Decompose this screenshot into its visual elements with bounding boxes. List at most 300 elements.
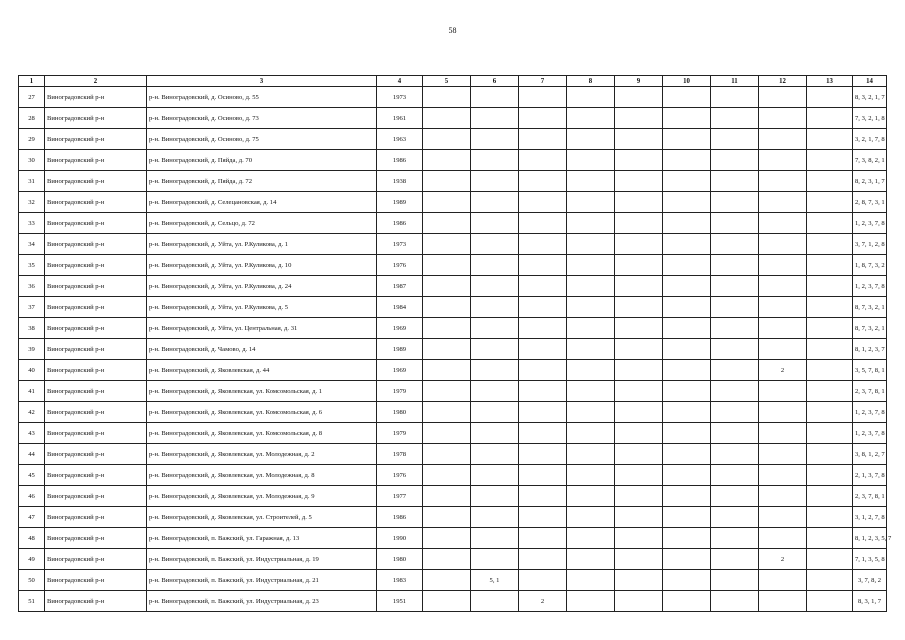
col6-cell: 5, 1 — [471, 570, 519, 591]
col6-cell — [471, 486, 519, 507]
row-number-cell: 44 — [19, 444, 45, 465]
col8-cell — [567, 528, 615, 549]
year-cell: 1990 — [377, 528, 423, 549]
year-cell: 1961 — [377, 108, 423, 129]
col9-cell — [615, 570, 663, 591]
col7-cell: 2 — [519, 591, 567, 612]
district-cell: Виноградовский р-н — [45, 339, 147, 360]
col11-cell — [711, 192, 759, 213]
col5-cell — [423, 171, 471, 192]
col11-cell — [711, 213, 759, 234]
col7-cell — [519, 570, 567, 591]
row-number-cell: 47 — [19, 507, 45, 528]
table-row — [19, 549, 887, 570]
col8-cell — [567, 591, 615, 612]
header-row — [19, 76, 887, 87]
table-row — [19, 591, 887, 612]
row-number-cell: 51 — [19, 591, 45, 612]
col12-cell — [759, 255, 807, 276]
year-cell: 1976 — [377, 465, 423, 486]
col6-cell — [471, 381, 519, 402]
col5-cell — [423, 549, 471, 570]
col14-cell: 7, 3, 2, 1, 8 — [853, 108, 887, 129]
row-number-cell: 46 — [19, 486, 45, 507]
col10-cell — [663, 486, 711, 507]
table-row — [19, 108, 887, 129]
col10-cell — [663, 213, 711, 234]
district-cell: Виноградовский р-н — [45, 234, 147, 255]
col13-cell — [807, 339, 853, 360]
col11-cell — [711, 360, 759, 381]
col13-cell — [807, 486, 853, 507]
district-cell: Виноградовский р-н — [45, 129, 147, 150]
col9-cell — [615, 381, 663, 402]
col10-cell — [663, 255, 711, 276]
address-cell: р-н. Виноградовский, д. Уйта, ул. Р.Куликова, д. 10 — [147, 255, 377, 276]
col6-cell — [471, 360, 519, 381]
col7-cell — [519, 549, 567, 570]
col6-cell — [471, 234, 519, 255]
col7-cell — [519, 381, 567, 402]
row-number-cell: 28 — [19, 108, 45, 129]
col5-cell — [423, 129, 471, 150]
col6-cell — [471, 318, 519, 339]
col8-cell — [567, 360, 615, 381]
year-cell: 1973 — [377, 87, 423, 108]
col13-cell — [807, 507, 853, 528]
col7-cell — [519, 402, 567, 423]
address-cell: р-н. Виноградовский, д. Уйта, ул. Р.Куликова, д. 5 — [147, 297, 377, 318]
table-body — [19, 87, 892, 612]
address-cell: р-н. Виноградовский, д. Уйта, ул. Центральная, д. 31 — [147, 318, 377, 339]
col5-cell — [423, 402, 471, 423]
table-row — [19, 570, 887, 591]
col14-cell: 8, 3, 1, 7 — [853, 591, 887, 612]
table-row — [19, 255, 887, 276]
col7-cell — [519, 318, 567, 339]
col14-cell: 1, 8, 7, 3, 2 — [853, 255, 887, 276]
col12-cell — [759, 318, 807, 339]
district-cell: Виноградовский р-н — [45, 360, 147, 381]
district-cell: Виноградовский р-н — [45, 276, 147, 297]
col13-cell — [807, 171, 853, 192]
row-number-cell: 27 — [19, 87, 45, 108]
col6-cell — [471, 108, 519, 129]
address-cell: р-н. Виноградовский, п. Важский, ул. Индустриальная, д. 19 — [147, 549, 377, 570]
col12-cell — [759, 486, 807, 507]
column-header: 10 — [663, 76, 711, 87]
col10-cell — [663, 276, 711, 297]
district-cell: Виноградовский р-н — [45, 171, 147, 192]
district-cell: Виноградовский р-н — [45, 318, 147, 339]
district-cell: Виноградовский р-н — [45, 87, 147, 108]
col10-cell — [663, 570, 711, 591]
col10-cell — [663, 192, 711, 213]
col7-cell — [519, 297, 567, 318]
col12-cell — [759, 339, 807, 360]
col14-cell: 2, 8, 7, 3, 1 — [853, 192, 887, 213]
col13-cell — [807, 318, 853, 339]
year-cell: 1984 — [377, 297, 423, 318]
table-row — [19, 423, 887, 444]
col14-cell: 7, 3, 8, 2, 1 — [853, 150, 887, 171]
col5-cell — [423, 570, 471, 591]
address-cell: р-н. Виноградовский, д. Осиново, д. 73 — [147, 108, 377, 129]
row-number-cell: 36 — [19, 276, 45, 297]
column-header: 6 — [471, 76, 519, 87]
col13-cell — [807, 528, 853, 549]
district-cell: Виноградовский р-н — [45, 570, 147, 591]
column-header: 8 — [567, 76, 615, 87]
col7-cell — [519, 507, 567, 528]
col10-cell — [663, 108, 711, 129]
col14-cell: 7, 1, 3, 5, 8 — [853, 549, 887, 570]
col13-cell — [807, 87, 853, 108]
col12-cell — [759, 402, 807, 423]
table-row — [19, 192, 887, 213]
col5-cell — [423, 318, 471, 339]
district-cell: Виноградовский р-н — [45, 444, 147, 465]
address-cell: р-н. Виноградовский, п. Важский, ул. Гаражная, д. 13 — [147, 528, 377, 549]
col7-cell — [519, 150, 567, 171]
col8-cell — [567, 570, 615, 591]
address-cell: р-н. Виноградовский, д. Яковлевская, ул. Молодежная, д. 8 — [147, 465, 377, 486]
district-cell: Виноградовский р-н — [45, 549, 147, 570]
col11-cell — [711, 87, 759, 108]
col6-cell — [471, 297, 519, 318]
district-cell: Виноградовский р-н — [45, 213, 147, 234]
column-header: 3 — [147, 76, 377, 87]
col5-cell — [423, 591, 471, 612]
col13-cell — [807, 549, 853, 570]
col8-cell — [567, 108, 615, 129]
col9-cell — [615, 276, 663, 297]
col9-cell — [615, 108, 663, 129]
table-row — [19, 129, 887, 150]
column-header: 7 — [519, 76, 567, 87]
col8-cell — [567, 423, 615, 444]
col5-cell — [423, 192, 471, 213]
row-number-cell: 37 — [19, 297, 45, 318]
col14-cell: 3, 1, 2, 7, 8 — [853, 507, 887, 528]
col5-cell — [423, 528, 471, 549]
address-cell: р-н. Виноградовский, д. Яковлевская, д. 44 — [147, 360, 377, 381]
row-number-cell: 39 — [19, 339, 45, 360]
col10-cell — [663, 549, 711, 570]
col8-cell — [567, 465, 615, 486]
col13-cell — [807, 150, 853, 171]
col7-cell — [519, 129, 567, 150]
col12-cell — [759, 234, 807, 255]
col9-cell — [615, 318, 663, 339]
col14-cell: 3, 2, 1, 7, 8 — [853, 129, 887, 150]
col12-cell — [759, 171, 807, 192]
col10-cell — [663, 297, 711, 318]
column-header: 11 — [711, 76, 759, 87]
col14-cell: 8, 2, 3, 1, 7 — [853, 171, 887, 192]
year-cell: 1969 — [377, 360, 423, 381]
column-header: 9 — [615, 76, 663, 87]
year-cell: 1938 — [377, 171, 423, 192]
col6-cell — [471, 507, 519, 528]
col8-cell — [567, 318, 615, 339]
col12-cell — [759, 381, 807, 402]
table-row — [19, 402, 887, 423]
col5-cell — [423, 87, 471, 108]
address-cell: р-н. Виноградовский, д. Уйта, ул. Р.Куликова, д. 24 — [147, 276, 377, 297]
table-row — [19, 234, 887, 255]
col14-cell: 2, 3, 7, 8, 1 — [853, 486, 887, 507]
col7-cell — [519, 423, 567, 444]
col12-cell — [759, 129, 807, 150]
col14-cell: 8, 1, 2, 3, 5, 7 — [853, 528, 887, 549]
col11-cell — [711, 507, 759, 528]
year-cell: 1976 — [377, 255, 423, 276]
col13-cell — [807, 297, 853, 318]
table-row — [19, 486, 887, 507]
col9-cell — [615, 528, 663, 549]
address-cell: р-н. Виноградовский, д. Яковлевская, ул. Строителей, д. 5 — [147, 507, 377, 528]
table-row — [19, 150, 887, 171]
col9-cell — [615, 171, 663, 192]
col11-cell — [711, 528, 759, 549]
year-cell: 1980 — [377, 549, 423, 570]
col9-cell — [615, 129, 663, 150]
col14-cell: 1, 2, 3, 7, 8 — [853, 276, 887, 297]
col13-cell — [807, 444, 853, 465]
col13-cell — [807, 276, 853, 297]
address-cell: р-н. Виноградовский, д. Осиново, д. 75 — [147, 129, 377, 150]
col8-cell — [567, 129, 615, 150]
row-number-cell: 42 — [19, 402, 45, 423]
col5-cell — [423, 423, 471, 444]
col9-cell — [615, 402, 663, 423]
col7-cell — [519, 465, 567, 486]
district-cell: Виноградовский р-н — [45, 192, 147, 213]
col5-cell — [423, 234, 471, 255]
col13-cell — [807, 381, 853, 402]
district-cell: Виноградовский р-н — [45, 591, 147, 612]
col6-cell — [471, 444, 519, 465]
col9-cell — [615, 297, 663, 318]
column-header: 14 — [853, 76, 887, 87]
col11-cell — [711, 129, 759, 150]
col5-cell — [423, 360, 471, 381]
table-row — [19, 360, 887, 381]
year-cell: 1989 — [377, 339, 423, 360]
col12-cell: 2 — [759, 360, 807, 381]
col13-cell — [807, 234, 853, 255]
col10-cell — [663, 318, 711, 339]
col14-cell: 3, 8, 1, 2, 7 — [853, 444, 887, 465]
col14-cell: 1, 2, 3, 7, 8 — [853, 402, 887, 423]
col7-cell — [519, 192, 567, 213]
col6-cell — [471, 528, 519, 549]
col10-cell — [663, 360, 711, 381]
col14-cell: 2, 3, 7, 8, 1 — [853, 381, 887, 402]
col6-cell — [471, 171, 519, 192]
col7-cell — [519, 87, 567, 108]
col8-cell — [567, 339, 615, 360]
row-number-cell: 41 — [19, 381, 45, 402]
row-number-cell: 45 — [19, 465, 45, 486]
col12-cell — [759, 528, 807, 549]
col8-cell — [567, 150, 615, 171]
address-cell: р-н. Виноградовский, д. Яковлевская, ул. Комсомольская, д. 8 — [147, 423, 377, 444]
col5-cell — [423, 381, 471, 402]
col8-cell — [567, 486, 615, 507]
col14-cell: 8, 3, 2, 1, 7 — [853, 87, 887, 108]
district-cell: Виноградовский р-н — [45, 402, 147, 423]
col9-cell — [615, 87, 663, 108]
col10-cell — [663, 507, 711, 528]
col11-cell — [711, 402, 759, 423]
address-cell: р-н. Виноградовский, д. Пяйда, д. 70 — [147, 150, 377, 171]
col5-cell — [423, 276, 471, 297]
col6-cell — [471, 255, 519, 276]
col11-cell — [711, 255, 759, 276]
col6-cell — [471, 87, 519, 108]
address-cell: р-н. Виноградовский, п. Важский, ул. Индустриальная, д. 21 — [147, 570, 377, 591]
col10-cell — [663, 339, 711, 360]
col11-cell — [711, 549, 759, 570]
col9-cell — [615, 486, 663, 507]
col10-cell — [663, 150, 711, 171]
col11-cell — [711, 381, 759, 402]
col11-cell — [711, 570, 759, 591]
col5-cell — [423, 150, 471, 171]
housing-register-table — [18, 75, 892, 612]
col13-cell — [807, 465, 853, 486]
col12-cell — [759, 444, 807, 465]
year-cell: 1978 — [377, 444, 423, 465]
col9-cell — [615, 465, 663, 486]
col9-cell — [615, 339, 663, 360]
col9-cell — [615, 234, 663, 255]
col5-cell — [423, 255, 471, 276]
col12-cell — [759, 570, 807, 591]
column-header: 5 — [423, 76, 471, 87]
district-cell: Виноградовский р-н — [45, 108, 147, 129]
col11-cell — [711, 318, 759, 339]
col8-cell — [567, 276, 615, 297]
row-number-cell: 30 — [19, 150, 45, 171]
col13-cell — [807, 192, 853, 213]
district-cell: Виноградовский р-н — [45, 486, 147, 507]
col6-cell — [471, 276, 519, 297]
col10-cell — [663, 129, 711, 150]
year-cell: 1986 — [377, 213, 423, 234]
district-cell: Виноградовский р-н — [45, 423, 147, 444]
col9-cell — [615, 444, 663, 465]
col5-cell — [423, 444, 471, 465]
col8-cell — [567, 87, 615, 108]
col14-cell: 2, 1, 3, 7, 8 — [853, 465, 887, 486]
col5-cell — [423, 297, 471, 318]
col12-cell — [759, 87, 807, 108]
col8-cell — [567, 444, 615, 465]
district-cell: Виноградовский р-н — [45, 507, 147, 528]
col14-cell: 3, 7, 8, 2 — [853, 570, 887, 591]
column-header: 12 — [759, 76, 807, 87]
col7-cell — [519, 528, 567, 549]
col12-cell — [759, 591, 807, 612]
row-number-cell: 40 — [19, 360, 45, 381]
col8-cell — [567, 381, 615, 402]
col7-cell — [519, 339, 567, 360]
col14-cell: 8, 7, 3, 2, 1 — [853, 318, 887, 339]
col14-cell: 8, 1, 2, 3, 7 — [853, 339, 887, 360]
table-row — [19, 528, 887, 549]
col13-cell — [807, 402, 853, 423]
col11-cell — [711, 465, 759, 486]
col13-cell — [807, 591, 853, 612]
col7-cell — [519, 171, 567, 192]
year-cell: 1969 — [377, 318, 423, 339]
col11-cell — [711, 150, 759, 171]
col9-cell — [615, 255, 663, 276]
table-row — [19, 87, 887, 108]
column-header: 2 — [45, 76, 147, 87]
col11-cell — [711, 234, 759, 255]
col10-cell — [663, 402, 711, 423]
col12-cell — [759, 423, 807, 444]
col14-cell: 8, 7, 3, 2, 1 — [853, 297, 887, 318]
col8-cell — [567, 255, 615, 276]
col11-cell — [711, 297, 759, 318]
district-cell: Виноградовский р-н — [45, 255, 147, 276]
col13-cell — [807, 213, 853, 234]
row-number-cell: 33 — [19, 213, 45, 234]
col12-cell — [759, 465, 807, 486]
col10-cell — [663, 591, 711, 612]
col8-cell — [567, 297, 615, 318]
col11-cell — [711, 444, 759, 465]
table-row — [19, 381, 887, 402]
col13-cell — [807, 255, 853, 276]
col7-cell — [519, 360, 567, 381]
col10-cell — [663, 171, 711, 192]
col9-cell — [615, 150, 663, 171]
year-cell: 1963 — [377, 129, 423, 150]
col11-cell — [711, 486, 759, 507]
col8-cell — [567, 213, 615, 234]
column-header: 1 — [19, 76, 45, 87]
address-cell: р-н. Виноградовский, д. Уйта, ул. Р.Куликова, д. 1 — [147, 234, 377, 255]
col14-cell: 1, 2, 3, 7, 8 — [853, 423, 887, 444]
col14-cell: 3, 7, 1, 2, 8 — [853, 234, 887, 255]
col6-cell — [471, 213, 519, 234]
col7-cell — [519, 486, 567, 507]
col5-cell — [423, 465, 471, 486]
row-number-cell: 32 — [19, 192, 45, 213]
year-cell: 1986 — [377, 150, 423, 171]
column-header: 4 — [377, 76, 423, 87]
col7-cell — [519, 108, 567, 129]
table-row — [19, 213, 887, 234]
table-row — [19, 297, 887, 318]
district-cell: Виноградовский р-н — [45, 297, 147, 318]
address-cell: р-н. Виноградовский, д. Яковлевская, ул. Молодежная, д. 2 — [147, 444, 377, 465]
col13-cell — [807, 570, 853, 591]
table-row — [19, 318, 887, 339]
col10-cell — [663, 528, 711, 549]
col12-cell: 2 — [759, 549, 807, 570]
col12-cell — [759, 150, 807, 171]
col8-cell — [567, 171, 615, 192]
col14-cell: 1, 2, 3, 7, 8 — [853, 213, 887, 234]
district-cell: Виноградовский р-н — [45, 381, 147, 402]
